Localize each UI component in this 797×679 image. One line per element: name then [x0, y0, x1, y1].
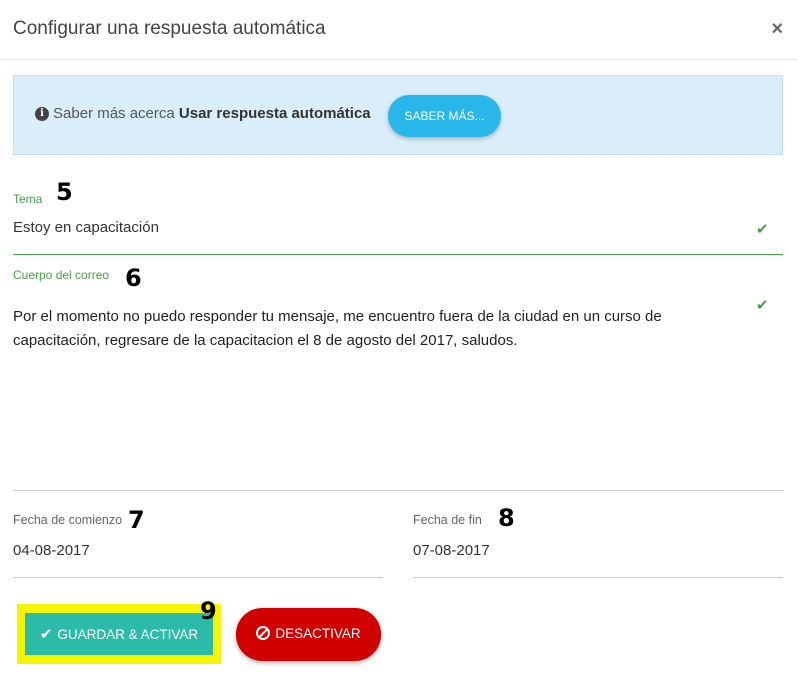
start-date-field[interactable]: 04-08-2017: [13, 542, 90, 559]
start-date-underline: [13, 577, 383, 578]
check-icon: ✔: [756, 297, 769, 314]
start-date-label: Fecha de comienzo: [13, 513, 123, 527]
annotation-number: 7: [128, 506, 145, 534]
dialog-title: Configurar una respuesta automática: [13, 18, 326, 39]
body-underline: [13, 490, 783, 491]
save-label: GUARDAR & ACTIVAR: [57, 626, 199, 642]
deactivate-button[interactable]: [236, 608, 381, 661]
subject-underline: [13, 254, 783, 255]
subject-field[interactable]: Estoy en capacitación: [13, 219, 159, 236]
saber-mas-button[interactable]: SABER MÁS...: [388, 95, 501, 137]
info-bold: Usar respuesta automática: [178, 105, 371, 122]
end-date-label: Fecha de fin: [413, 513, 482, 527]
annotation-number: 9: [200, 597, 217, 625]
subject-label: Tema: [13, 192, 43, 206]
info-prefix: Saber más acerca: [53, 105, 175, 122]
annotation-number: 8: [498, 504, 515, 532]
info-text: [53, 105, 371, 122]
ban-icon: [256, 626, 270, 640]
save-activate-button[interactable]: [25, 613, 213, 655]
close-icon[interactable]: ×: [771, 18, 783, 40]
annotation-number: 5: [56, 178, 73, 206]
body-textarea[interactable]: Por el momento no puedo responder tu mensaje, me encuentro fuera de la ciudad en un curso de capacitación, regresare de la capacitacion el 8 de agosto del 2017, saludos.: [13, 308, 662, 349]
dialog-header: [0, 0, 797, 60]
deactivate-label: DESACTIVAR: [275, 625, 361, 641]
annotation-number: 6: [125, 264, 142, 292]
end-date-underline: [413, 577, 783, 578]
info-alert: [13, 75, 783, 155]
end-date-field[interactable]: 07-08-2017: [413, 542, 490, 559]
check-icon: ✔: [756, 221, 769, 238]
info-circle-icon: i: [35, 107, 49, 121]
check-icon: ✔: [39, 626, 53, 643]
body-label: Cuerpo del correo: [13, 268, 110, 282]
